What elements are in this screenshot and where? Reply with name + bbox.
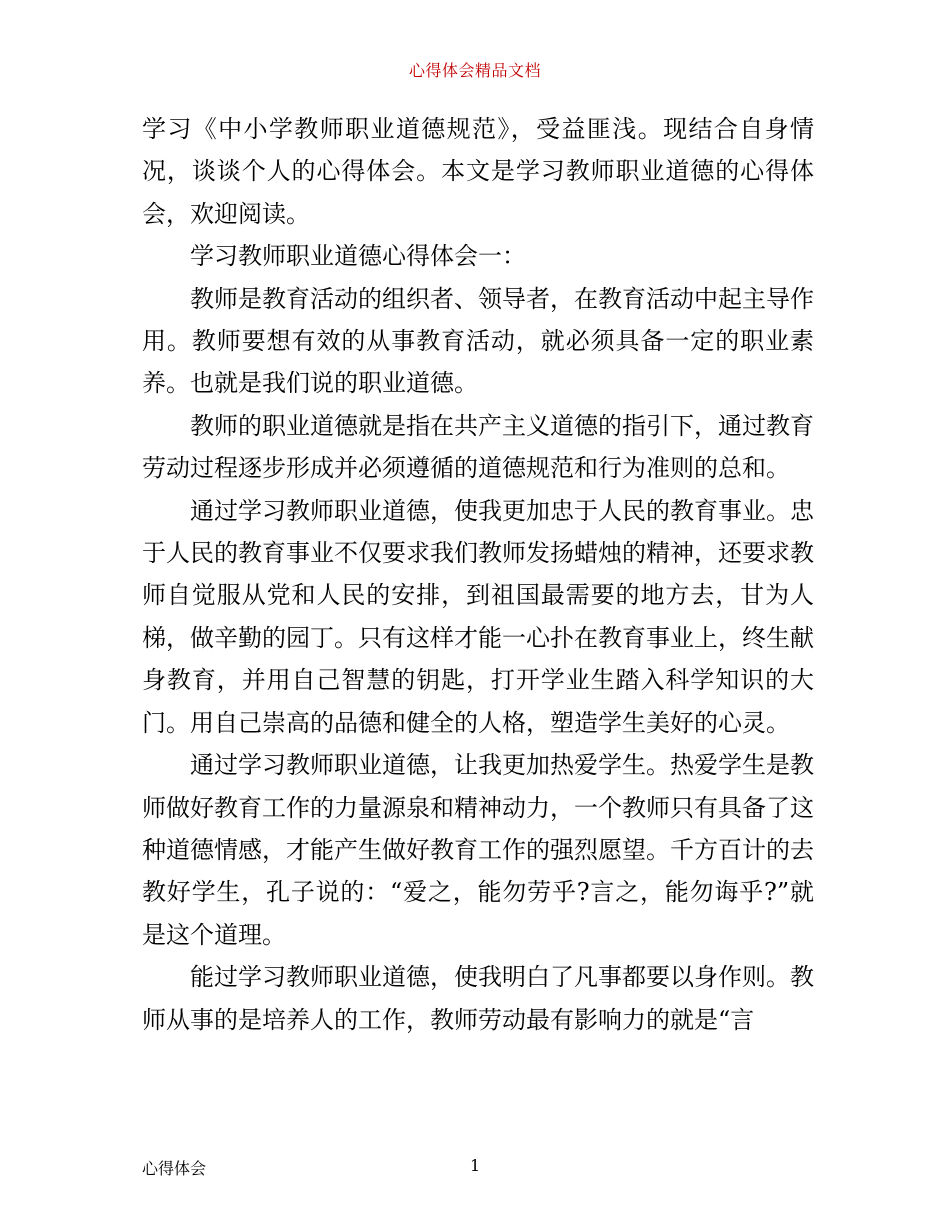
- paragraph-teacher-role: 教师是教育活动的组织者、领导者，在教育活动中起主导作用。教师要想有效的从事教育活动，就必须具备一定的职业素养。也就是我们说的职业道德。: [142, 284, 814, 398]
- paragraph-loyalty: 通过学习教师职业道德，使我更加忠于人民的教育事业。忠于人民的教育事业不仅要求我们教师发扬蜡烛的精神，还要求教师自觉服从党和人民的安排，到祖国最需要的地方去，甘为人梯，做辛勤的园丁。只有这样才能一心扑在教育事业上，终生献身教育，并用自己智慧的钥匙，打开学业生踏入科学知识的大门。用自己崇高的品德和健全的人格，塑造学生美好的心灵。: [142, 496, 814, 737]
- document-header-title: 心得体会精品文档: [408, 61, 541, 80]
- paragraph-intro: 学习《中小学教师职业道德规范》，受益匪浅。现结合自身情况，谈谈个人的心得体会。本文是学习教师职业道德的心得体会，欢迎阅读。: [142, 115, 814, 228]
- page-number: 1: [470, 1156, 481, 1175]
- paragraph-love-students: 通过学习教师职业道德，让我更加热爱学生。热爱学生是教师做好教育工作的力量源泉和精神动力，一个教师只有具备了这种道德情感，才能产生做好教育工作的强烈愿望。千方百计的去教好学生，孔子说的：“爱之，能勿劳乎?言之，能勿诲乎?”就是这个道理。: [142, 751, 814, 949]
- paragraph-ethics-definition: 教师的职业道德就是指在共产主义道德的指引下，通过教育劳动过程逐步形成并必须遵循的道德规范和行为准则的总和。: [142, 411, 814, 483]
- footer-label: 心得体会: [142, 1159, 207, 1178]
- paragraph-lead-by-example: 能过学习教师职业道德，使我明白了凡事都要以身作则。教师从事的是培养人的工作，教师劳动最有影响力的就是“言: [142, 963, 814, 1034]
- document-body: [142, 108, 814, 1041]
- paragraph-section-heading: 学习教师职业道德心得体会一：: [190, 242, 526, 271]
